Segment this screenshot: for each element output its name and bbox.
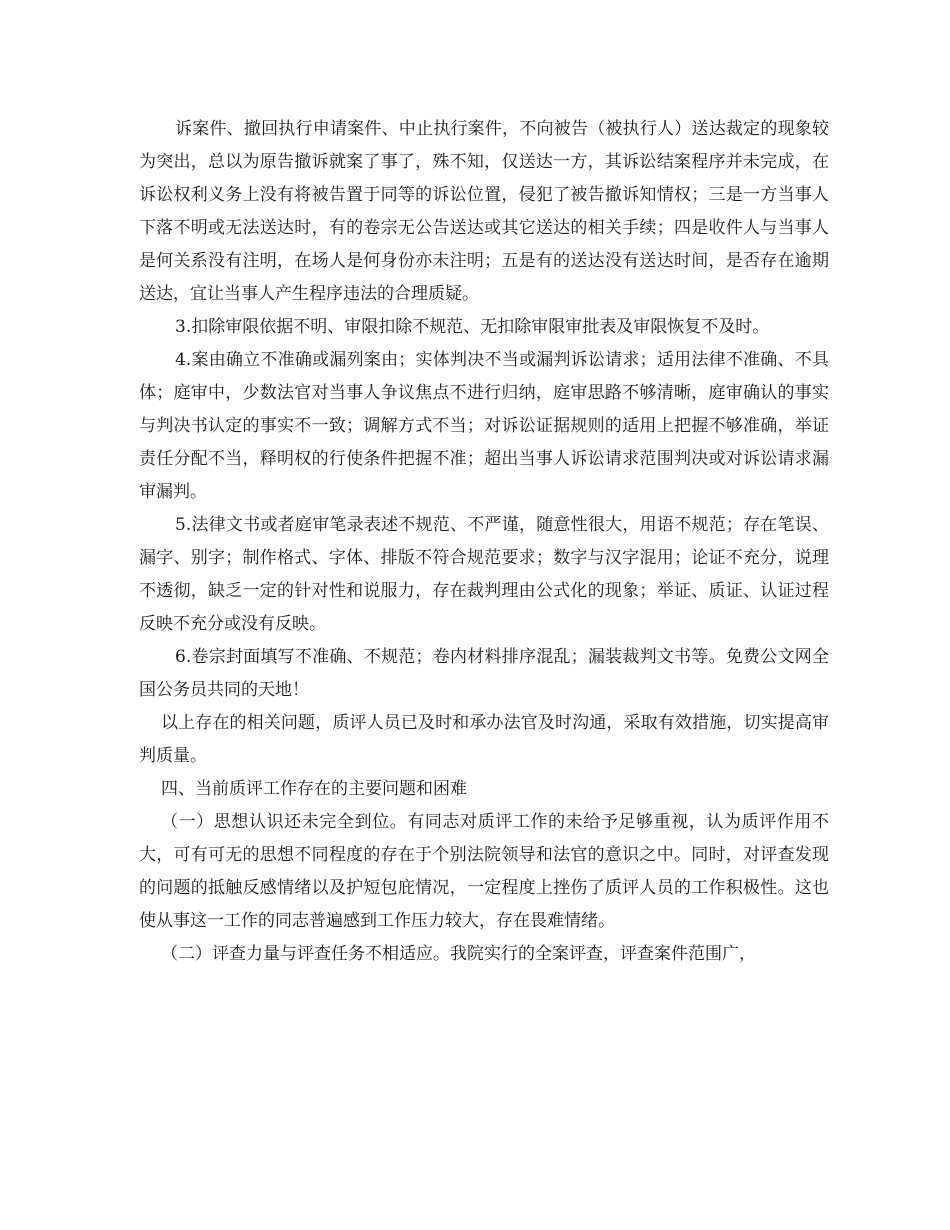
paragraph-item-6: 6.卷宗封面填写不准确、不规范；卷内材料排序混乱；漏装裁判文书等。免费公文网全国公务员共同的天地！ <box>139 647 829 700</box>
paragraph-subsection-1: （一）思想认识还未完全到位。有同志对质评工作的未给予足够重视，认为质评作用不大，可有可无的思想不同程度的存在于个别法院领导和法官的意识之中。同时，对评查发现的问题的抵触反感情绪以及护短包庇情况，一定程度上挫伤了质评人员的工作积极性。这也使从事这一工作的同志普遍感到工作压力较大，存在畏难情绪。 <box>139 812 829 931</box>
paragraph-item-4: 4.案由确立不准确或漏列案由；实体判决不当或漏判诉讼请求；适用法律不准确、不具体；庭审中，少数法官对当事人争议焦点不进行归纳，庭审思路不够清晰，庭审确认的事实与判决书认定的事实不一致；调解方式不当；对诉讼证据规则的适用上把握不够准确，举证责任分配不当，释明权的行使条件把握不准；超出当事人诉讼请求范围判决或对诉讼请求漏审漏判。 <box>139 350 829 502</box>
document-body <box>139 113 829 971</box>
paragraph-subsection-2: （二）评查力量与评查任务不相适应。我院实行的全案评查，评查案件范围广， <box>161 944 756 964</box>
paragraph-continuation: 诉案件、撤回执行申请案件、中止执行案件，不向被告（被执行人）送达裁定的现象较为突出，总以为原告撤诉就案了事了，殊不知，仅送达一方，其诉讼结案程序并未完成，在诉讼权利义务上没有将被告置于同等的诉讼位置，侵犯了被告撤诉知情权；三是一方当事人下落不明或无法送达时，有的卷宗无公告送达或其它送达的相关手续；四是收件人与当事人是何关系没有注明，在场人是何身份亦未注明；五是有的送达没有送达时间，是否存在逾期送达，宜让当事人产生程序违法的合理质疑。 <box>139 119 829 304</box>
paragraph-item-3: 3.扣除审限依据不明、审限扣除不规范、无扣除审限审批表及审限恢复不及时。 <box>175 317 770 337</box>
paragraph-item-5: 5.法律文书或者庭审笔录表述不规范、不严谨，随意性很大，用语不规范；存在笔误、漏字、别字；制作格式、字体、排版不符合规范要求；数字与汉字混用；论证不充分，说理不透彻，缺乏一定的针对性和说服力，存在裁判理由公式化的现象；举证、质证、认证过程反映不充分或没有反映。 <box>139 515 829 634</box>
paragraph-summary: 以上存在的相关问题，质评人员已及时和承办法官及时沟通，采取有效措施，切实提高审判质量。 <box>139 713 829 766</box>
section-heading-4: 四、当前质评工作存在的主要问题和困难 <box>161 779 467 799</box>
